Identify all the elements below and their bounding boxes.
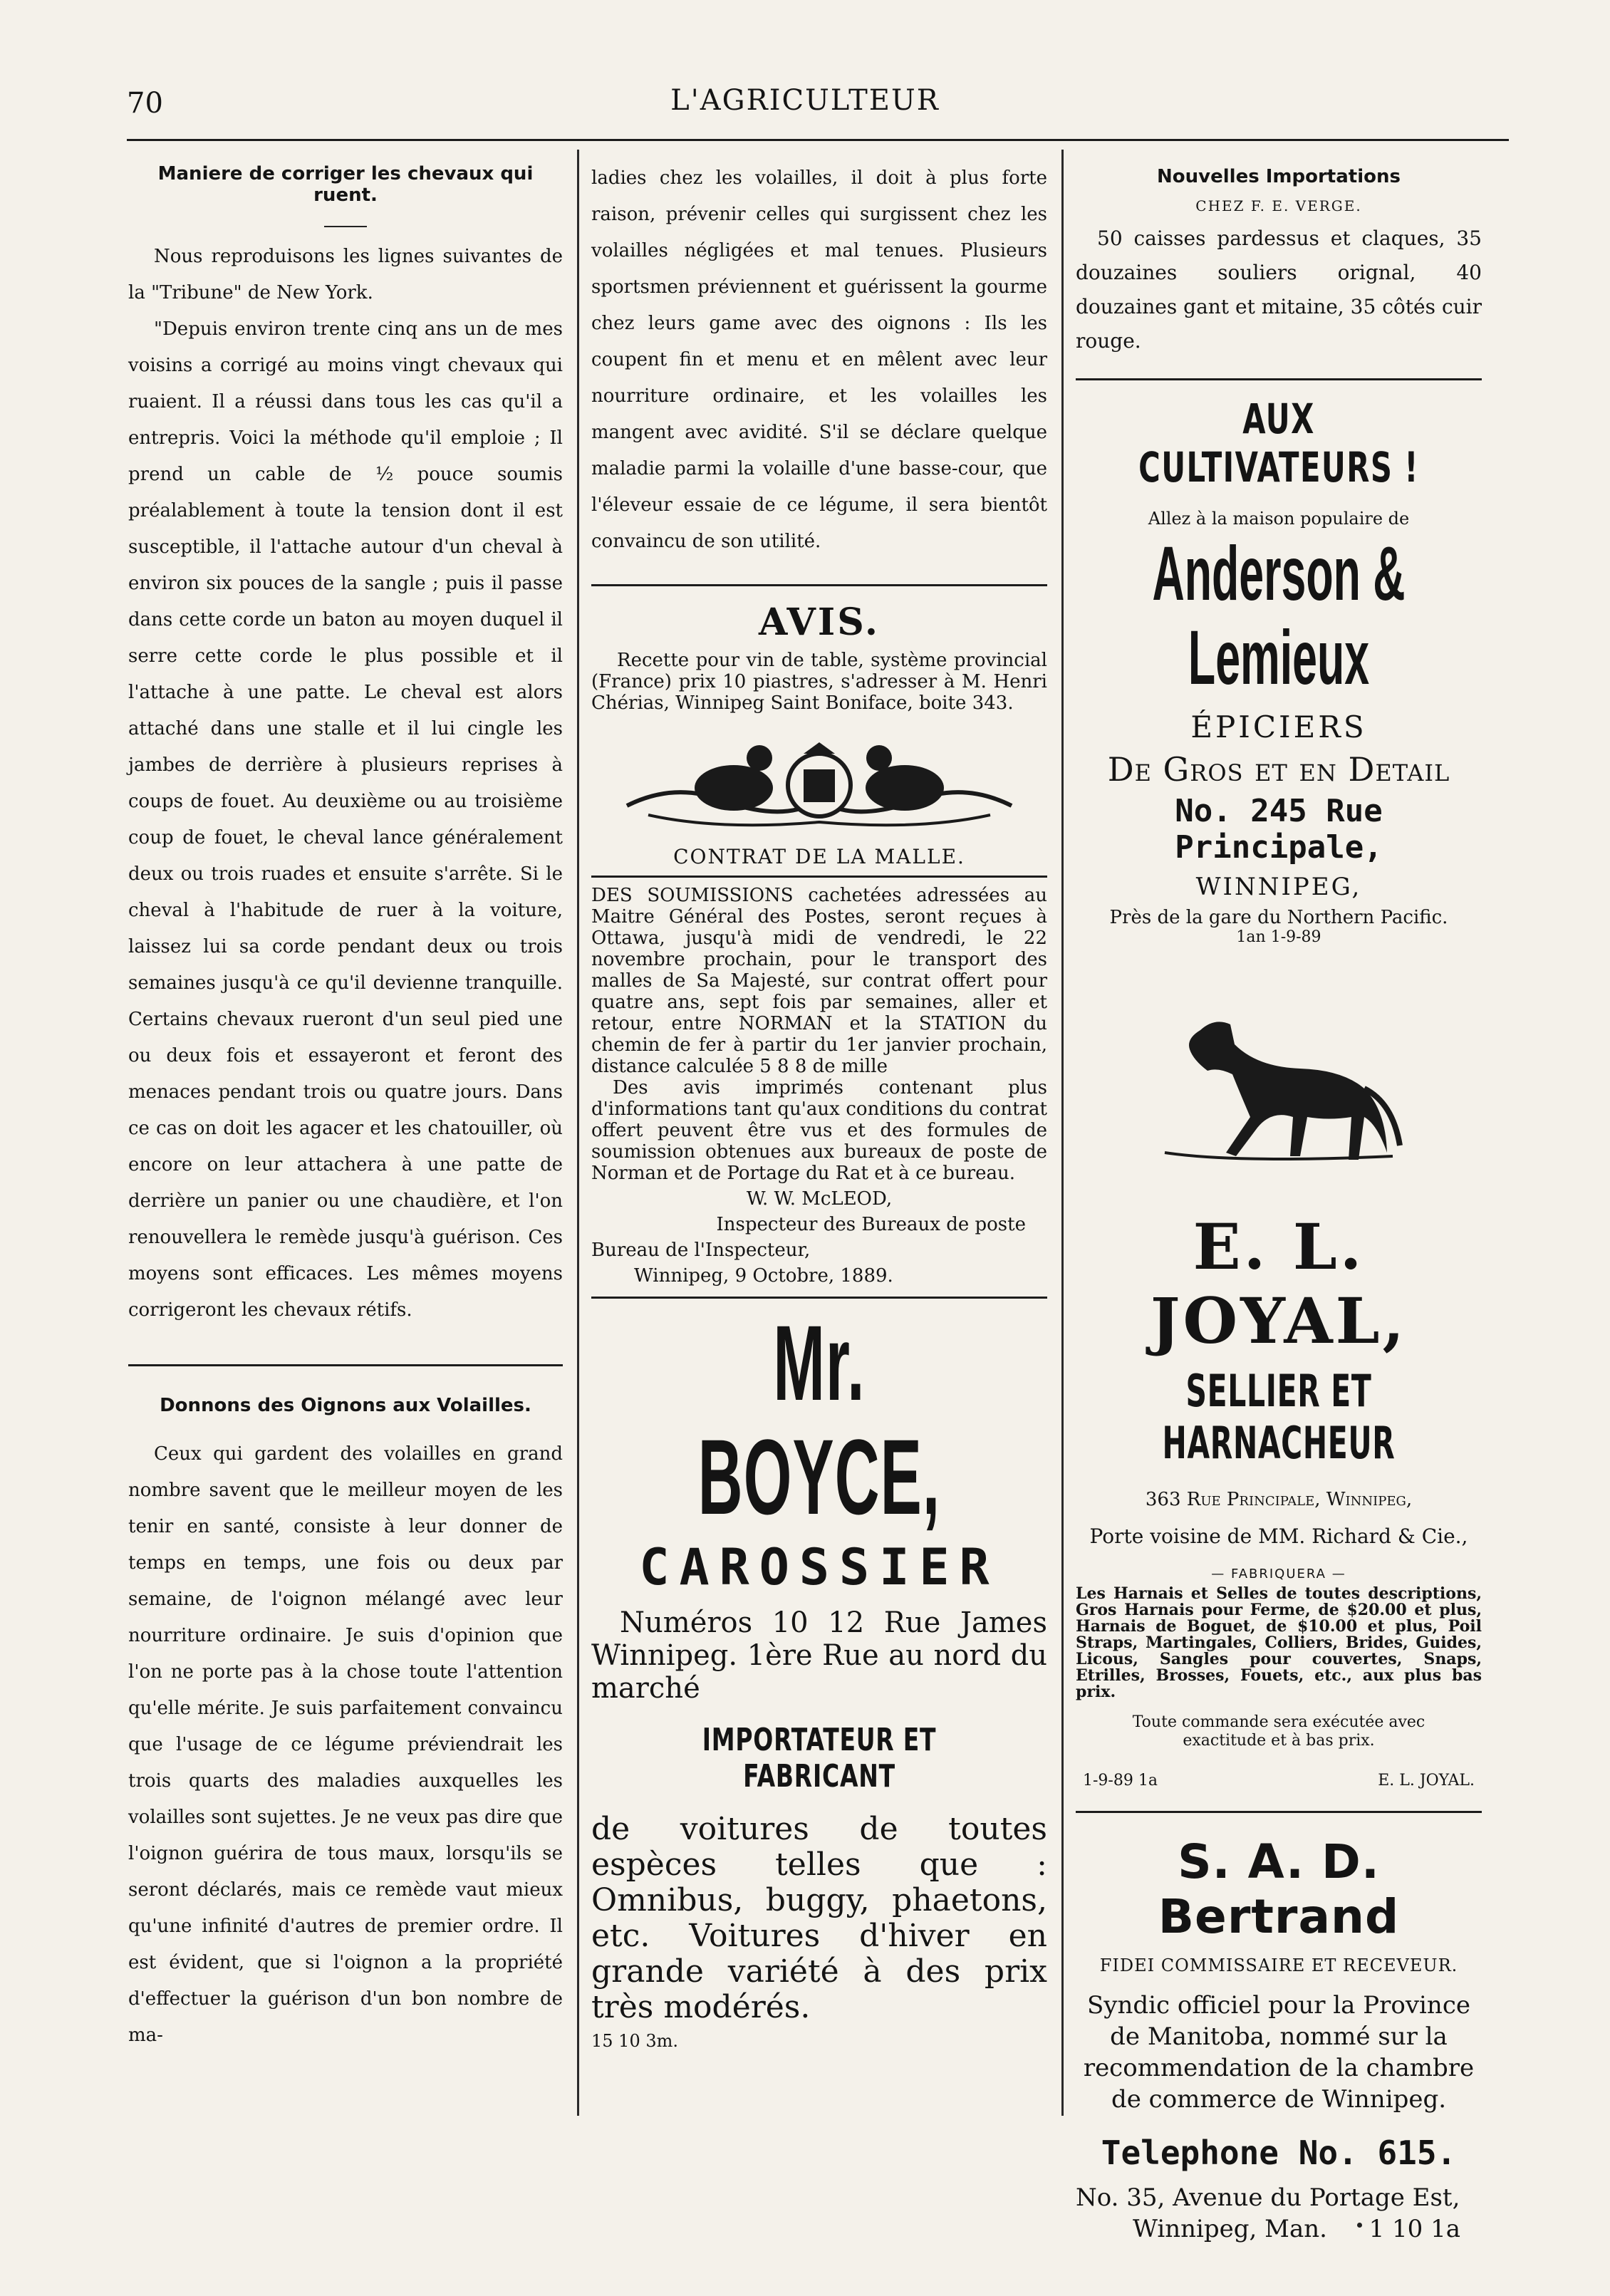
joyal-footer [1083,1772,1475,1789]
boyce-description: de voitures de toutes espèces telles que : Omnibus, buggy, phaetons, etc. Voitures d'hiver en grande variété à des prix très modérés. [591,1811,1047,2025]
fidei-commissaire: FIDEI COMMISSAIRE ET RECEVEUR. [1099,1955,1458,1975]
fabriquera: — FABRIQUERA — [1211,1567,1346,1581]
boyce-address: Numéros 10 12 Rue James Winnipeg. 1ère Rue au nord du marché [591,1606,1047,1705]
telephone: Telephone No. 615. [1101,2134,1457,2172]
signature-office: Bureau de l'Inspecteur, [591,1240,811,1261]
nouvelles-subtitle: CHEZ F. E. VERGE. [1195,197,1362,214]
anderson-lemieux: Anderson & Lemieux [1152,530,1406,700]
section-rule [1076,378,1482,380]
joyal-signature: E. L. JOYAL. [1378,1772,1475,1789]
contrat-title: CONTRAT DE LA MALLE. [673,845,965,868]
rue-principale: No. 245 Rue Principale, [1175,793,1383,866]
column-divider-1 [577,150,579,2116]
article-paragraph: Ceux qui gardent des volailles en grand nombre savent que le meilleur moyen de les tenir en santé, consiste à leur donner de temps en temps, une fois ou deux par semaine, de l'oignon mélangé avec leur nourriture ordinaire. Je suis d'opinion que l'on ne porte pas à la chose toute l'attention qu'elle mérite. Je suis parfaitement convaincu que l'usage de ce légume préviendrait les trois quarts des maladies auxquelles les volailles sont sujettes. Je ne veux pas dire que l'oignon guérira de tous maux, lorsqu'ils se seront déclarés, mais ce remède vaut mieux qu'une infinité d'autres de premier ordre. Il est évident, que si l'oignon a la propriété d'effectuer la guérison d'un bon nombre de ma- [128,1443,563,2046]
run-code: 15 10 3m. [591,2031,678,2051]
joyal-address: 363 Rue Principale, Winnipeg, [1145,1489,1413,1510]
winnipeg-label: WINNIPEG, [1195,873,1362,901]
avis-title: AVIS. [758,601,881,644]
aux-cultivateurs: AUX CULTIVATEURS ! [1138,395,1419,492]
article-title-horses: Maniere de corriger les chevaux qui ruent. [157,163,534,206]
portage-city: Winnipeg, Man. [1133,2215,1327,2243]
column-2 [591,160,1047,2051]
signature-date: Winnipeg, 9 Octobre, 1889. [634,1265,893,1287]
toute-commande: Toute commande sera exécutée avec exactitude et à bas prix. [1132,1713,1425,1750]
signature-role: Inspecteur des Bureaux de poste [716,1214,1026,1235]
royal-crest-icon [620,738,1019,838]
header-rule [127,139,1509,141]
boyce-importateur: IMPORTATEUR ET FABRICANT [702,1722,937,1794]
section-rule [591,876,1047,878]
article-paragraph: Nous reproduisons les lignes suivantes de la "Tribune" de New York. [128,246,563,303]
article-title-onions: Donnons des Oignons aux Volailles. [160,1395,531,1416]
pres-gare: Près de la gare du Northern Pacific. [1109,907,1448,928]
run-code: 1 10 1a [1368,2215,1460,2243]
column-3 [1076,160,1482,2245]
contrat-paragraph: DES SOUMISSIONS cachetées adressées au Maitre Général des Postes, seront reçues à Ottawa, jusqu'à midi de vendredi, le 22 novembre prochain, pour le transport des malles de Sa Majesté, sur contrat offert pour quatre ans, sept fois par semaines, aller et retour, entre NORMAN et la STATION du chemin de fer à partir du 1er janvier prochain, distance calculée 5 8 8 de mille [591,885,1047,1077]
nouvelles-body: 50 caisses pardessus et claques, 35 douzaines souliers orignal, 40 douzaines gant et mitaine, 35 côtés cuir rouge. [1076,227,1482,353]
article-paragraph: "Depuis environ trente cinq ans un de mes voisins a corrigé au moins vingt chevaux qui ruaient. Il a réussi dans tous les cas qu'il a entrepris. Voici la méthode qu'il emploie ; Il prend un cable de ½ pouce soumis préalablement à toute la tension dont il est susceptible, il l'attache autour d'un cheval à environ six pouces de la sangle ; puis il passe dans cette corde un baton au moyen duquel il serre cette corde le plus possible et il l'attache à une patte. Le cheval est alors attaché dans une stalle et il lui cingle les jambes de derrière à plusieurs reprises à coups de fouet. Au deuxième ou au troisième coup de fouet, le cheval lance généralement deux ou trois ruades et ensuite s'arrête. Si le cheval à l'habitude de ruer à la voiture, laissez lui sa corde pendant deux ou trois semaines jusqu'à ce qu'il devienne tranquille. Certains chevaux rueront d'un seul pied une ou deux fois et essayeront et feront des menaces pendant trois ou quatre jours. Dans ce cas on doit les agacer et les chatouiller, où encore on leur attachera à une patte de derrière un panier ou une chaudière, et l'on renouvellera le remède jusqu'à guérison. Ces moyens sont efficaces. Les mêmes moyens corrigeront les chevaux rétifs. [128,318,563,1321]
nouvelles-title: Nouvelles Importations [1157,166,1401,187]
print-speck [1357,2223,1362,2228]
run-code: 1-9-89 1a [1083,1772,1158,1789]
allez-text: Allez à la maison populaire de [1148,509,1410,529]
column-divider-2 [1061,150,1064,2116]
portage-line-2 [1076,2213,1482,2245]
signature-name: W. W. McLEOD, [746,1188,893,1210]
harnais-list: Les Harnais et Selles de toutes descriptions, Gros Harnais pour Ferme, de $20.00 et plus, Harnais de Boguet, de $10.00 et plus, Poil Straps, Martingales, Colliers, Brides, Guides, Licous, Sangles pour couvertes, Snaps, Etrilles, Brosses, Fouets, etc., aux plus bas prix. [1076,1584,1482,1701]
joyal-name: E. L. JOYAL, [1150,1210,1408,1358]
article-continuation: ladies chez les volailles, il doit à plus forte raison, prévenir celles qui surgissent chez les volailles négligées et mal tenues. Plusieurs sportsmen préviennent et guérissent la gourme chez leurs game avec des oignons : Ils les coupent fin et menu et en mêlent avec leur nourriture ordinaire, et les volailles les mangent avec avidité. S'il se déclare quelque maladie parmi la volaille d'une basse-cour, que l'éleveur essaie de ce légume, il sera bientôt convaincu de son utilité. [591,167,1047,552]
bertrand-name: S. A. D. Bertrand [1158,1834,1400,1944]
page-number: 70 [127,87,163,120]
horse-icon [1151,1003,1407,1188]
avis-body: Recette pour vin de table, système provincial (France) prix 10 piastres, s'adresser à M. Henri Chérias, Winnipeg Saint Boniface, boite 343. [591,650,1047,714]
boyce-trade: CAROSSIER [639,1538,999,1596]
run-code: 1an 1-9-89 [1236,928,1321,946]
boyce-name: Mr. BOYCE, [697,1303,941,1537]
title-dash [324,226,367,227]
section-rule [591,1297,1047,1299]
section-rule [591,584,1047,586]
contrat-paragraph: Des avis imprimés contenant plus d'informations tant qu'aux conditions du contrat offert peuvent être vus et des formules de soumission obtenues aux bureaux de poste de Norman et de Portage du Rat et à ce bureau. [591,1077,1047,1184]
portage-address: No. 35, Avenue du Portage Est, [1076,2183,1460,2212]
epiciers: ÉPICIERS [1190,710,1367,744]
section-rule [1076,1811,1482,1813]
newspaper-title: L'AGRICULTEUR [670,84,940,117]
syndic-text: Syndic officiel pour la Province de Manitoba, nommé sur la recommendation de la chambre de commerce de Winnipeg. [1083,1991,1475,2114]
column-1 [128,160,563,2054]
section-rule [128,1364,563,1366]
gros-detail: De Gros et en Detail [1107,750,1450,789]
sellier-harnacheur: SELLIER ET HARNACHEUR [1162,1365,1396,1469]
porte-voisine: Porte voisine de MM. Richard & Cie., [1089,1524,1468,1548]
